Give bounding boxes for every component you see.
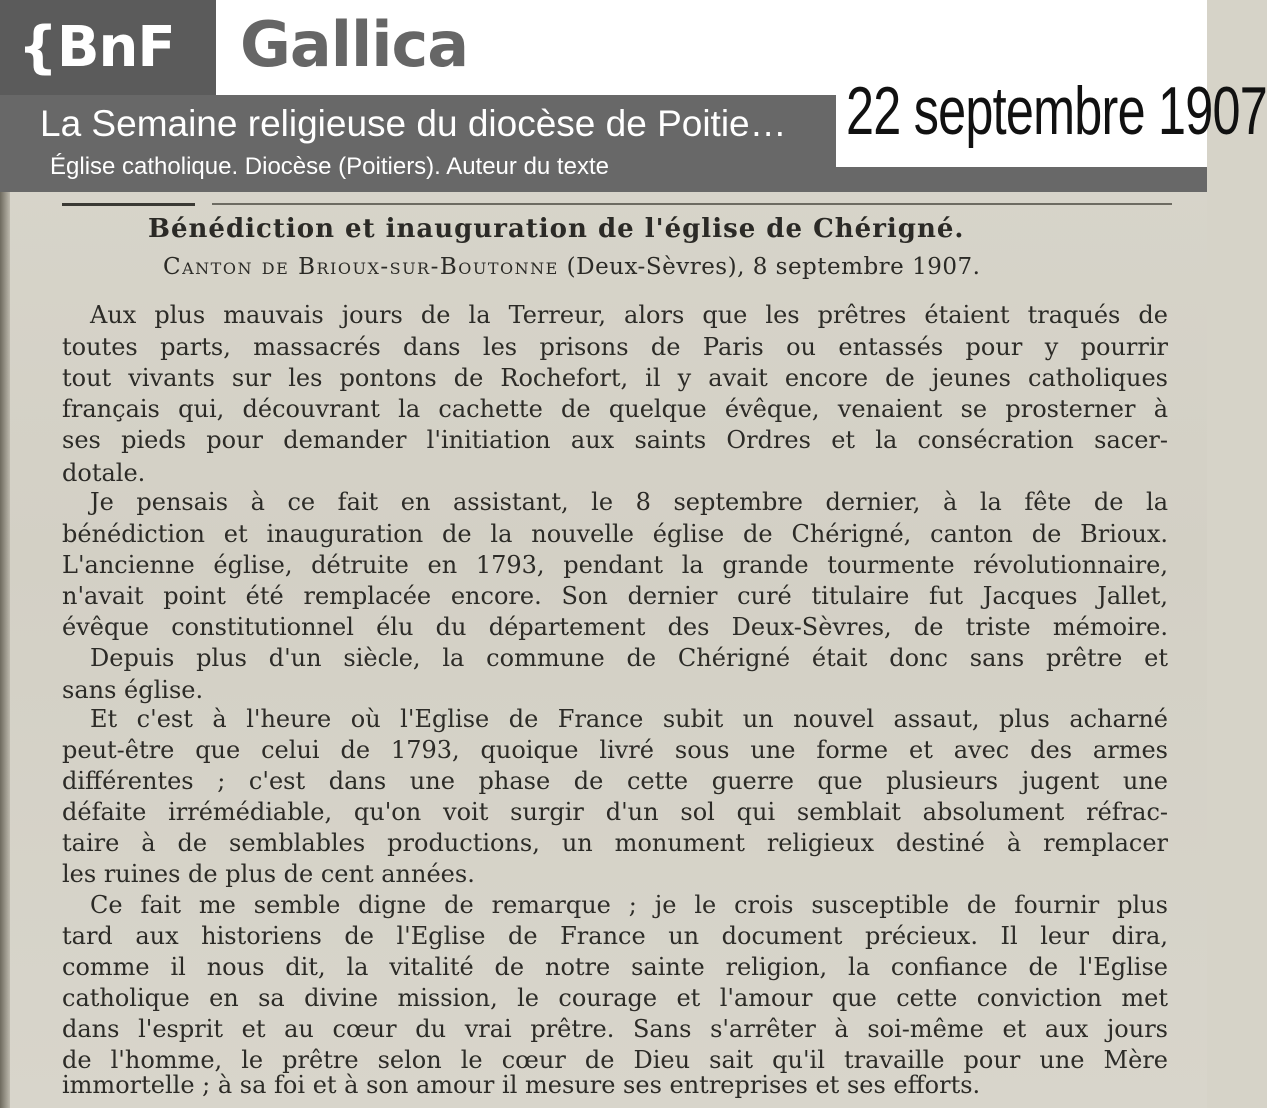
text-line: dans l'esprit et au cœur du vrai prêtre. Sans s'arrêter à soi-même et aux jours — [62, 1015, 1168, 1043]
text-line: immortelle ; à sa foi et à son amour il mesure ses entreprises et ses efforts. — [62, 1071, 981, 1099]
text-line: les ruines de plus de cent années. — [62, 860, 475, 888]
document-title: La Semaine religieuse du diocèse de Poitie… — [40, 103, 787, 144]
text-line: Aux plus mauvais jours de la Terreur, alors que les prêtres étaient traqués de — [90, 301, 1168, 329]
banner-strip — [836, 167, 1207, 192]
gallica-logo[interactable]: Gallica — [240, 8, 469, 81]
text-line: Je pensais à ce fait en assistant, le 8 septembre dernier, à la fête de la — [90, 488, 1168, 516]
bnf-logo[interactable]: {BnF — [0, 0, 216, 95]
text-line: bénédiction et inauguration de la nouvelle église de Chérigné, canton de Brioux. — [62, 520, 1168, 548]
issue-date: 22 septembre 1907 — [846, 73, 1267, 149]
text-line: L'ancienne église, détruite en 1793, pendant la grande tourmente révolutionnaire, — [62, 551, 1168, 579]
text-line: Depuis plus d'un siècle, la commune de Chérigné était donc sans prêtre et — [90, 644, 1168, 672]
text-line: peut-être que celui de 1793, quoique livré sous une forme et avec des armes — [62, 736, 1168, 764]
article-subheading — [163, 254, 980, 280]
page-binding-shadow — [0, 190, 10, 1108]
subheading-canton: Canton de Brioux-sur-Boutonne — [163, 254, 559, 280]
text-line: tard aux historiens de l'Eglise de France un document précieux. Il leur dira, — [62, 922, 1168, 950]
text-line: sans église. — [62, 676, 204, 704]
text-line: ses pieds pour demander l'initiation aux saints Ordres et la consécration sacer- — [62, 426, 1168, 454]
text-line: dotale. — [62, 459, 146, 487]
text-line: différentes ; c'est dans une phase de cette guerre que plusieurs jugent une — [62, 767, 1168, 795]
text-line: français qui, découvrant la cachette de quelque évêque, venaient se prosterner à — [62, 395, 1168, 423]
text-line: tout vivants sur les pontons de Rochefort, il y avait encore de jeunes catholiques — [62, 364, 1168, 392]
text-line: Ce fait me semble digne de remarque ; je le crois susceptible de fournir plus — [90, 891, 1168, 919]
header-rule-left — [62, 203, 195, 206]
text-line: taire à de semblables productions, un monument religieux destiné à remplacer — [62, 829, 1168, 857]
document-author: Église catholique. Diocèse (Poitiers). Auteur du texte — [50, 153, 609, 180]
text-line: évêque constitutionnel élu du département des Deux-Sèvres, de triste mémoire. — [62, 613, 1168, 641]
text-line: Et c'est à l'heure où l'Eglise de France subit un nouvel assaut, plus acharné — [90, 705, 1168, 733]
subheading-place-date: (Deux-Sèvres), 8 septembre 1907. — [566, 254, 981, 280]
text-line: n'avait point été remplacée encore. Son dernier curé titulaire fut Jacques Jallet, — [62, 582, 1168, 610]
header-rule-right — [212, 203, 1172, 205]
text-line: catholique en sa divine mission, le courage et l'amour que cette conviction met — [62, 984, 1168, 1012]
text-line: toutes parts, massacrés dans les prisons de Paris ou entassés pour y pourrir — [62, 333, 1168, 361]
text-line: défaite irrémédiable, qu'on voit surgir d'un sol qui semblait absolument réfrac- — [62, 798, 1168, 826]
article-heading: Bénédiction et inauguration de l'église de Chérigné. — [148, 214, 965, 244]
text-line: comme il nous dit, la vitalité de notre sainte religion, la confiance de l'Eglise — [62, 953, 1168, 981]
text-line: de l'homme, le prêtre selon le cœur de Dieu sait qu'il travaille pour une Mère — [62, 1046, 1168, 1074]
